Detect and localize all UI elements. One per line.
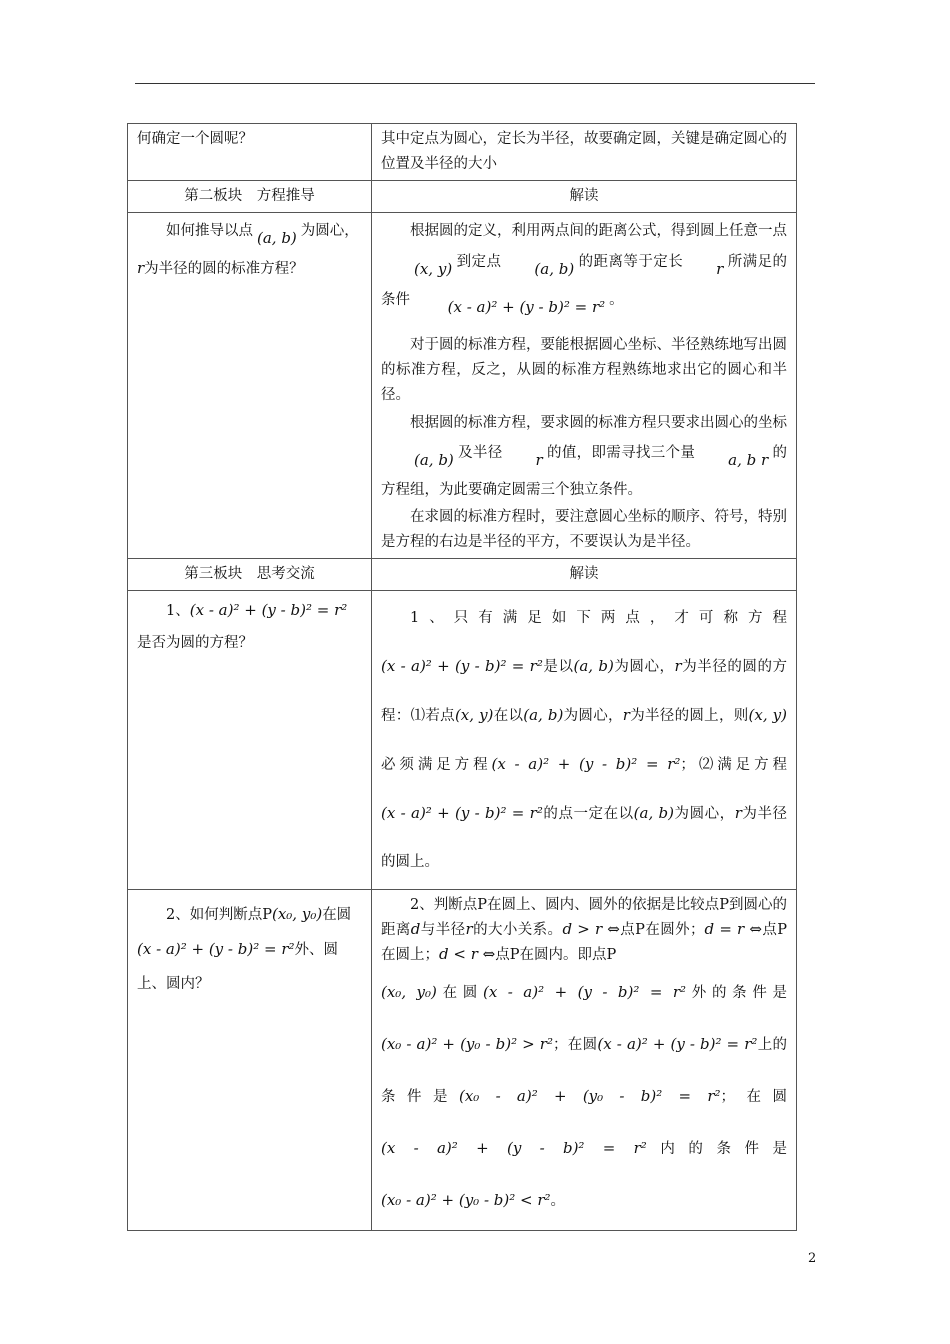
answer-text: 为半径的圆的方程：⑴若点 bbox=[381, 659, 788, 724]
answer-text: 为圆心， bbox=[613, 659, 675, 675]
cell-answer: 2、判断点P在圆上、圆内、圆外的依据是比较点P到圆心的距离d与半径r的大小关系。d > r ⇔点P在圆外；d = r ⇔点P在圆上；d < r ⇔点P在圆内。即点P (x₀, y₀)在圆(x - a)² + (y - b)² = r²外的条件是 (x₀ - a)² + (y₀ - b)² > r²；在圆(x - a)² + (y - b)² = r²上的条件是(x₀ - a)² + (y₀ - b)² = r²；在圆(x - a)² + (y - b)² = r²内的条件是 (x₀ - a)² + (y₀ - b)² < r²。 bbox=[372, 890, 797, 1231]
answer-text: 内的条件是 bbox=[646, 1141, 788, 1157]
table-row bbox=[128, 213, 797, 559]
math-circle-equation: (x - a)² + (y - b)² = r² bbox=[381, 657, 543, 675]
answer-text: ；在圆 bbox=[553, 1037, 598, 1053]
question-text: 在圆 bbox=[322, 907, 352, 923]
math-point: (x, y) bbox=[454, 706, 494, 724]
answer-text: 与半径 bbox=[420, 922, 466, 938]
section-reading-label: 解读 bbox=[372, 559, 797, 591]
question-text: 外、圆上、圆内？ bbox=[137, 942, 339, 992]
math-circle-equation: (x - a)² + (y - b)² = r² bbox=[189, 601, 348, 619]
question-text: 1、 bbox=[166, 603, 190, 619]
math-point: (x, y) bbox=[748, 706, 787, 724]
math-radius: r bbox=[674, 657, 682, 675]
math-radius: r bbox=[734, 804, 742, 822]
answer-text: 点P在圆内。即点P bbox=[495, 947, 617, 963]
cell-answer bbox=[372, 124, 797, 181]
answer-text: 所满足的条件 bbox=[381, 254, 788, 308]
math-center: (a, b) bbox=[257, 229, 297, 247]
math-condition-inside: (x₀ - a)² + (y₀ - b)² < r² bbox=[381, 1191, 551, 1209]
answer-text: 根据圆的标准方程，要求圆的标准方程只要求出圆心的坐标 bbox=[410, 415, 787, 431]
question-text: 何确定一个圆呢？ bbox=[137, 131, 253, 147]
math-radius: r bbox=[137, 259, 145, 277]
math-radius: r bbox=[622, 706, 630, 724]
math-relation-inside: d < r ⇔ bbox=[439, 945, 496, 963]
math-center: (a, b) bbox=[573, 657, 614, 675]
math-center: (a, b) bbox=[534, 260, 575, 278]
math-condition-on: (x₀ - a)² + (y₀ - b)² = r² bbox=[459, 1087, 721, 1105]
answer-text: 的点一定在以 bbox=[542, 806, 634, 822]
answer-text: 在圆 bbox=[436, 985, 483, 1001]
table-row-section-header bbox=[128, 181, 797, 213]
header-rule bbox=[135, 83, 815, 84]
answer-text: 点P在圆外； bbox=[619, 922, 705, 938]
math-radius: r bbox=[465, 920, 473, 938]
cell-answer: 根据圆的定义，利用两点间的距离公式，得到圆上任意一点(x, y) 到定点 (a, b) 的距离等于定长 r 所满足的条件 (x - a)² + (y - b)² = r² 。 对于圆的标准方程，要能根据圆心坐标、半径熟练地写出圆的标准方程，反之，从圆的标准方程熟练地求出它的圆心和半径。 根据圆的标准方程，要求圆的标准方程只要求出圆心的坐标(a, b) 及半径 r 的值，即需寻找三个量 a, b r 的方程组，为此要确定圆需三个独立条件。 在求圆的标准方程时，要注意圆心坐标的顺序、符号，特别是方程的右边是半径的平方，不要误认为是半径。 bbox=[372, 213, 797, 559]
math-center: (a, b) bbox=[414, 451, 454, 469]
answer-text: 为圆心， bbox=[563, 708, 623, 724]
math-relation-outside: d > r ⇔ bbox=[562, 920, 620, 938]
math-circle-equation: (x - a)² + (y - b)² = r² bbox=[491, 755, 681, 773]
math-point-p: (x₀, y₀) bbox=[271, 905, 323, 923]
table-row bbox=[128, 890, 797, 1231]
math-circle-equation: (x - a)² + (y - b)² = r² bbox=[447, 298, 606, 316]
math-circle-equation: (x - a)² + (y - b)² = r² bbox=[137, 940, 295, 958]
question-text: 是否为圆的方程？ bbox=[137, 635, 253, 651]
math-point: (x, y) bbox=[414, 260, 453, 278]
math-unknowns: a, b r bbox=[728, 451, 769, 469]
answer-text: 的方程组，为此要确定圆需三个独立条件。 bbox=[381, 445, 787, 498]
question-text: 2、如何判断点P bbox=[166, 907, 272, 923]
answer-text: 为半径的圆上。 bbox=[381, 806, 788, 870]
answer-text: ；在圆 bbox=[720, 1089, 788, 1105]
cell-question bbox=[128, 213, 372, 559]
math-point-p: (x₀, y₀) bbox=[381, 983, 437, 1001]
answer-text: ；⑵满足方程 bbox=[680, 757, 788, 773]
answer-text: 到定点 bbox=[456, 254, 502, 270]
table-row-section-header bbox=[128, 559, 797, 591]
answer-text: 在以 bbox=[493, 708, 524, 724]
math-circle-equation: (x - a)² + (y - b)² = r² bbox=[597, 1035, 758, 1053]
math-circle-equation: (x - a)² + (y - b)² = r² bbox=[381, 1139, 647, 1157]
cell-question bbox=[128, 890, 372, 1231]
page-number: 2 bbox=[808, 1251, 817, 1266]
lesson-table bbox=[127, 123, 797, 1231]
answer-text: 为圆心， bbox=[673, 806, 735, 822]
question-text: 为圆心， bbox=[300, 223, 359, 239]
answer-text: 必须满足方程 bbox=[381, 757, 492, 773]
math-center: (a, b) bbox=[523, 706, 564, 724]
math-radius: r bbox=[716, 260, 724, 278]
math-circle-equation: (x - a)² + (y - b)² = r² bbox=[381, 804, 543, 822]
math-relation-on: d = r ⇔ bbox=[704, 920, 762, 938]
cell-question bbox=[128, 591, 372, 890]
answer-text: 2、判断点P在圆上、圆内、圆外的依据是比较点P到圆心的距离 bbox=[381, 897, 787, 938]
answer-text: 为半径的圆上，则 bbox=[629, 708, 749, 724]
math-radius: r bbox=[535, 451, 543, 469]
math-condition-outside: (x₀ - a)² + (y₀ - b)² > r² bbox=[381, 1035, 553, 1053]
table-row bbox=[128, 124, 797, 181]
answer-text: 及半径 bbox=[457, 445, 503, 461]
answer-text: 其中定点为圆心，定长为半径，故要确定圆，关键是确定圆心的位置及半径的大小 bbox=[381, 131, 787, 172]
answer-text: 1、只有满足如下两点，才可称方程 bbox=[410, 610, 787, 626]
answer-text: 的距离等于定长 bbox=[578, 254, 684, 270]
section-title: 第二板块 方程推导 bbox=[128, 181, 372, 213]
answer-text: 外的条件是 bbox=[686, 985, 788, 1001]
answer-text: 根据圆的定义，利用两点间的距离公式，得到圆上任意一点 bbox=[410, 223, 787, 239]
cell-question bbox=[128, 124, 372, 181]
answer-text: 是以 bbox=[542, 659, 574, 675]
math-distance: d bbox=[410, 920, 421, 938]
answer-text: 上的条件是 bbox=[381, 1037, 788, 1105]
question-text: 为半径的圆的标准方程？ bbox=[144, 261, 304, 277]
cell-answer bbox=[372, 591, 797, 890]
section-title: 第三板块 思考交流 bbox=[128, 559, 372, 591]
math-circle-equation: (x - a)² + (y - b)² = r² bbox=[483, 983, 687, 1001]
answer-text: 在求圆的标准方程时，要注意圆心坐标的顺序、符号，特别是方程的右边是半径的平方，不要误认为是半径。 bbox=[381, 509, 787, 550]
answer-text: 对于圆的标准方程，要能根据圆心坐标、半径熟练地写出圆的标准方程，反之，从圆的标准方程熟练地求出它的圆心和半径。 bbox=[381, 337, 787, 403]
question-text: 如何推导以点 bbox=[166, 223, 253, 239]
table-row bbox=[128, 591, 797, 890]
answer-text: 的值，即需寻找三个量 bbox=[546, 445, 696, 461]
answer-text: 的大小关系。 bbox=[472, 922, 563, 938]
section-reading-label: 解读 bbox=[372, 181, 797, 213]
math-center: (a, b) bbox=[633, 804, 674, 822]
answer-text: 点P在圆上； bbox=[381, 922, 788, 963]
